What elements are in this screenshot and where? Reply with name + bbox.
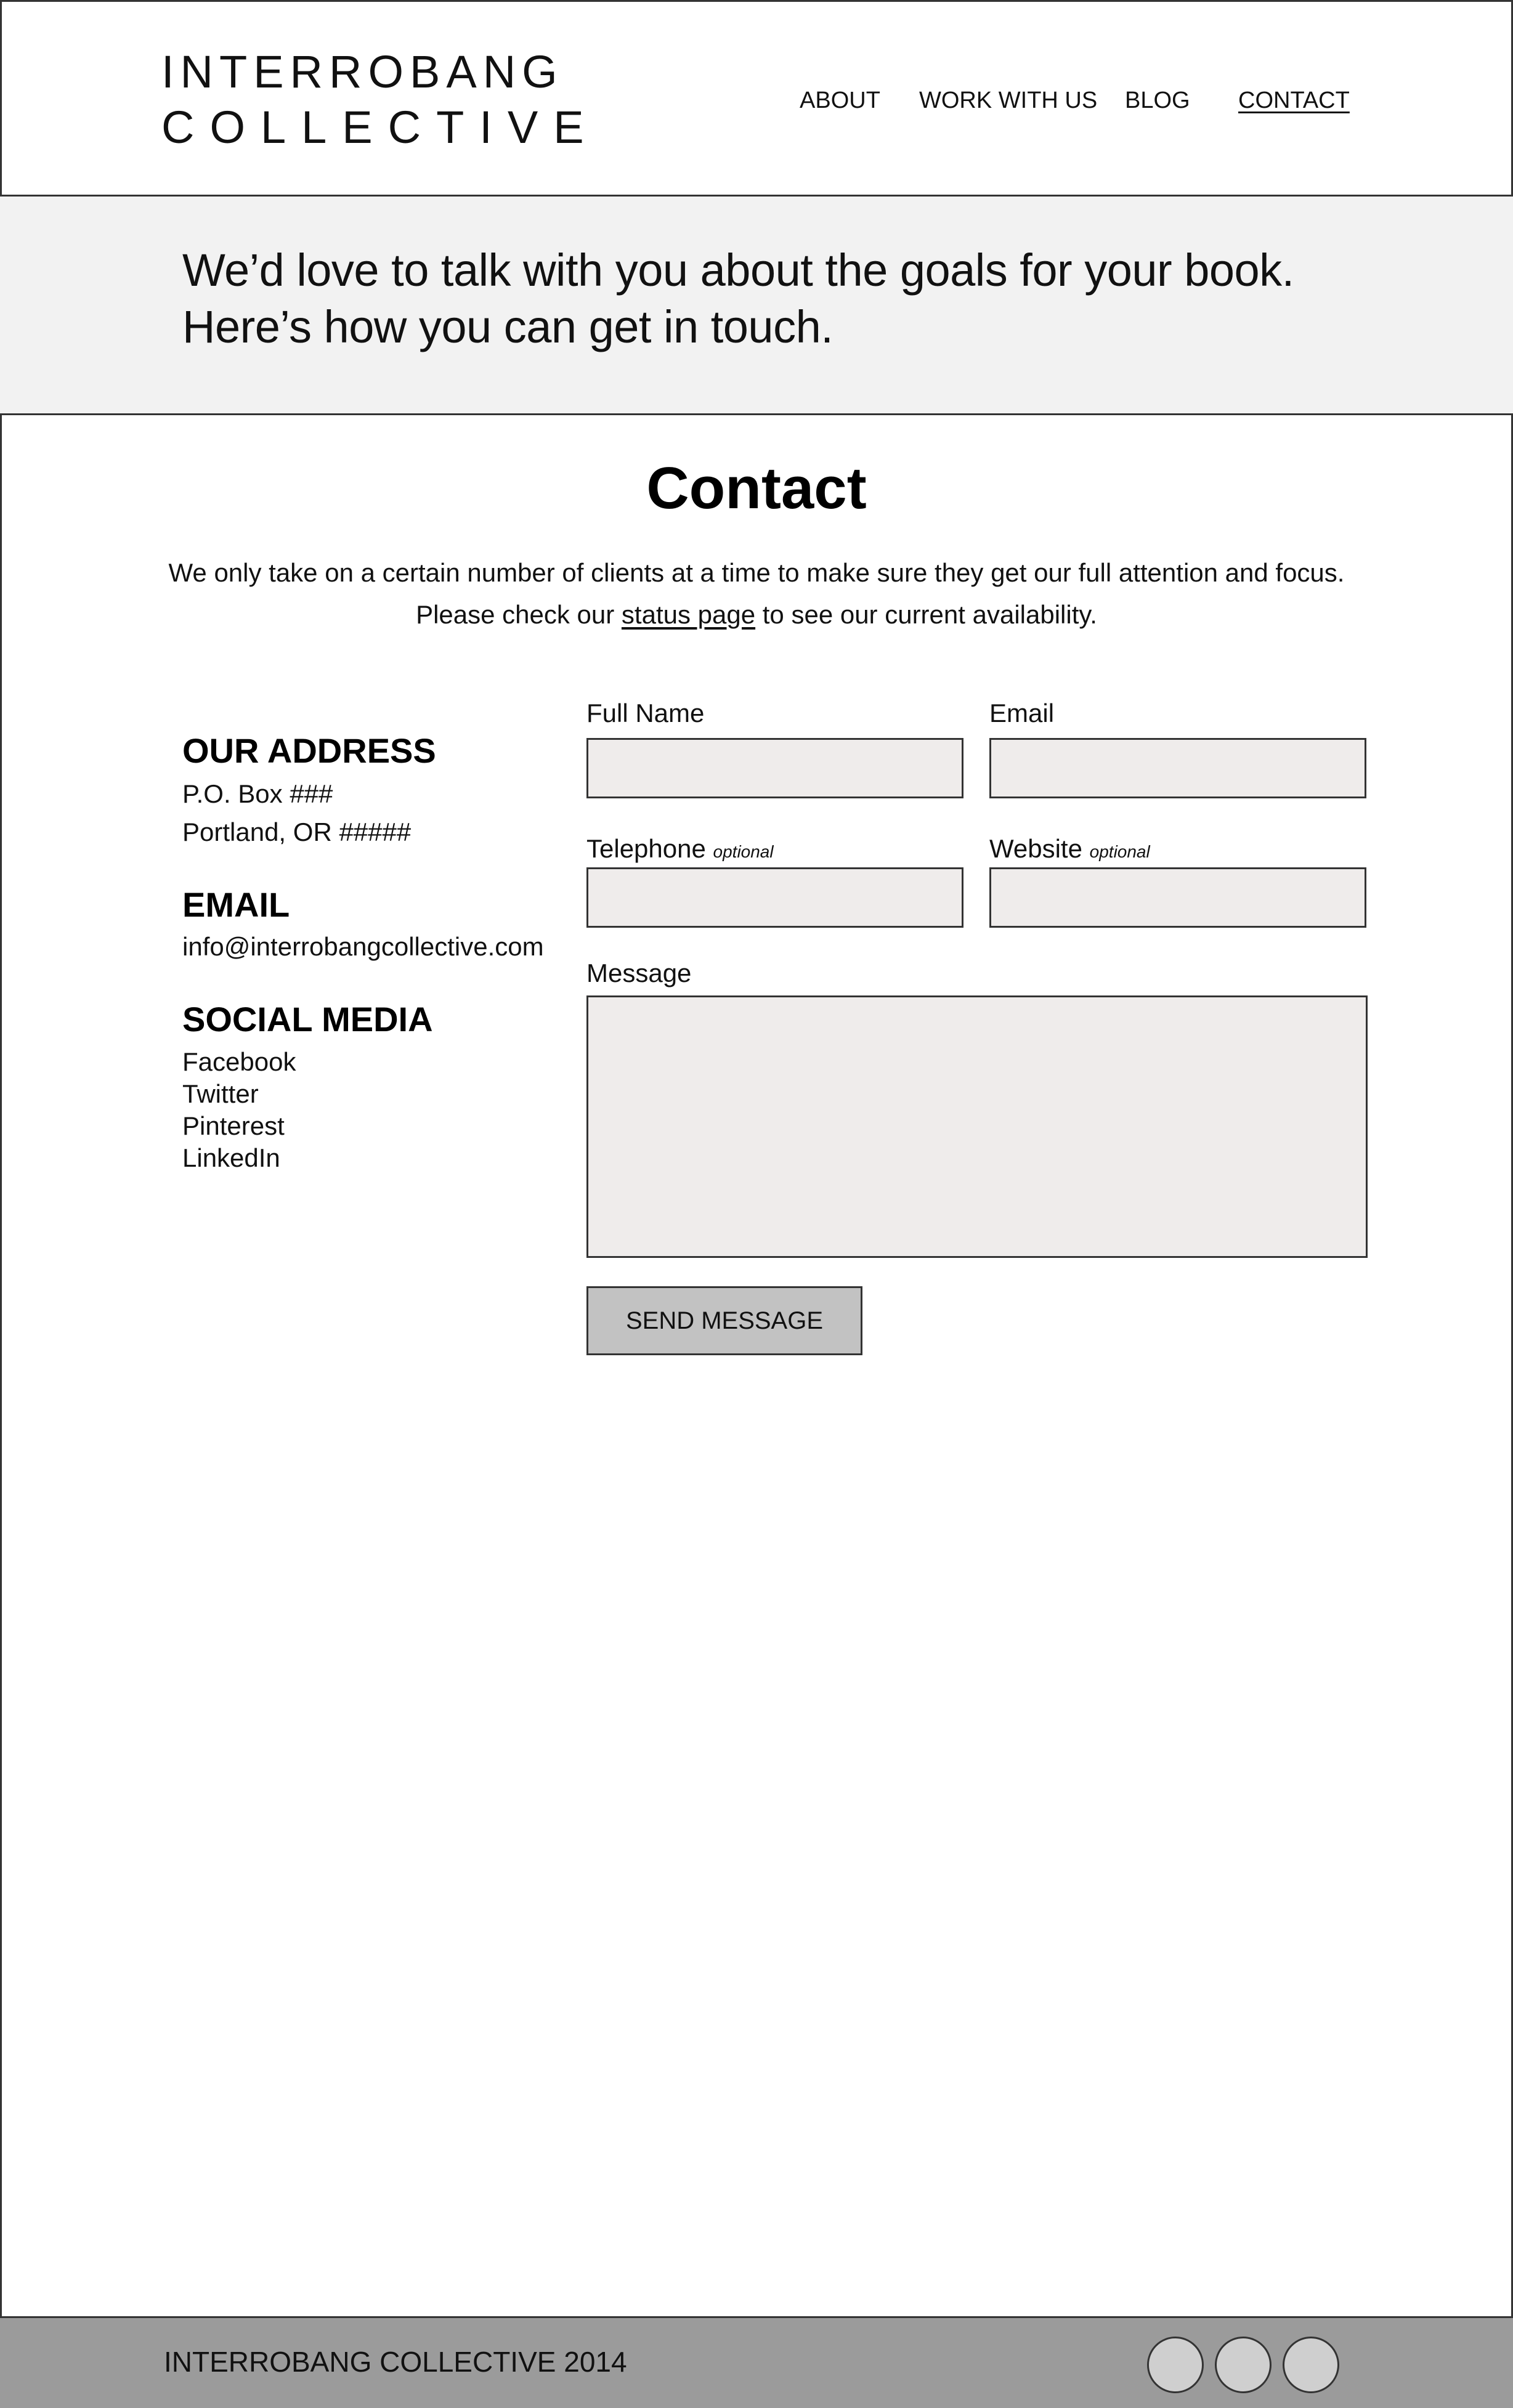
intro-post: to see our current availability. (755, 600, 1097, 629)
hero-text (182, 242, 1294, 355)
website-input[interactable] (989, 867, 1366, 928)
full-name-label: Full Name (586, 699, 705, 728)
intro-pre: Please check our (416, 600, 622, 629)
intro-line-1: We only take on a certain number of clients at a time to make sure they get our full attention and focus. (168, 558, 1345, 587)
hero-line-2: Here’s how you can get in touch. (182, 301, 834, 352)
full-name-input[interactable] (586, 738, 963, 798)
social-link-pinterest[interactable]: Pinterest (182, 1111, 285, 1140)
social-link-linkedin[interactable]: LinkedIn (182, 1143, 280, 1172)
footer (0, 2316, 1513, 2408)
status-page-link[interactable]: status page (621, 600, 756, 629)
address-heading: OUR ADDRESS (182, 731, 436, 770)
nav-work-with-us[interactable]: WORK WITH US (919, 87, 1098, 113)
website-label (989, 834, 1150, 864)
address-line-1: P.O. Box ### (182, 779, 333, 808)
social-circle-icon[interactable] (1147, 2337, 1204, 2393)
footer-copyright: INTERROBANG COLLECTIVE 2014 (164, 2346, 627, 2378)
telephone-label-text: Telephone (586, 834, 706, 863)
nav-blog[interactable]: BLOG (1125, 87, 1190, 113)
brand-line-1: INTERROBANG (161, 46, 564, 97)
message-textarea[interactable] (586, 995, 1368, 1258)
social-link-facebook[interactable]: Facebook (182, 1047, 296, 1076)
message-label: Message (586, 959, 692, 987)
address-block (182, 775, 411, 851)
email-label: Email (989, 699, 1055, 728)
social-heading: SOCIAL MEDIA (182, 1000, 433, 1039)
email-link[interactable]: info@interrobangcollective.com (182, 932, 544, 961)
social-circle-icon[interactable] (1283, 2337, 1339, 2393)
telephone-input[interactable] (586, 867, 963, 928)
address-line-2: Portland, OR ##### (182, 817, 412, 846)
email-heading: EMAIL (182, 885, 290, 924)
website-label-text: Website (989, 834, 1082, 863)
intro-text (0, 552, 1513, 636)
page-title: Contact (646, 455, 867, 521)
social-circle-icon[interactable] (1215, 2337, 1272, 2393)
telephone-label (586, 834, 774, 864)
send-message-button[interactable]: SEND MESSAGE (586, 1286, 862, 1355)
hero-banner (0, 195, 1513, 415)
telephone-optional-tag: optional (713, 842, 774, 861)
nav-contact[interactable]: CONTACT (1238, 87, 1350, 113)
hero-line-1: We’d love to talk with you about the goals for your book. (182, 245, 1294, 296)
social-link-twitter[interactable]: Twitter (182, 1079, 259, 1108)
brand-line-2: COLLECTIVE (161, 102, 599, 153)
email-input[interactable] (989, 738, 1366, 798)
nav-about[interactable]: ABOUT (800, 87, 880, 113)
brand-logo[interactable] (161, 44, 599, 155)
intro-line-2 (0, 594, 1513, 636)
website-optional-tag: optional (1089, 842, 1150, 861)
social-links (182, 1046, 296, 1174)
